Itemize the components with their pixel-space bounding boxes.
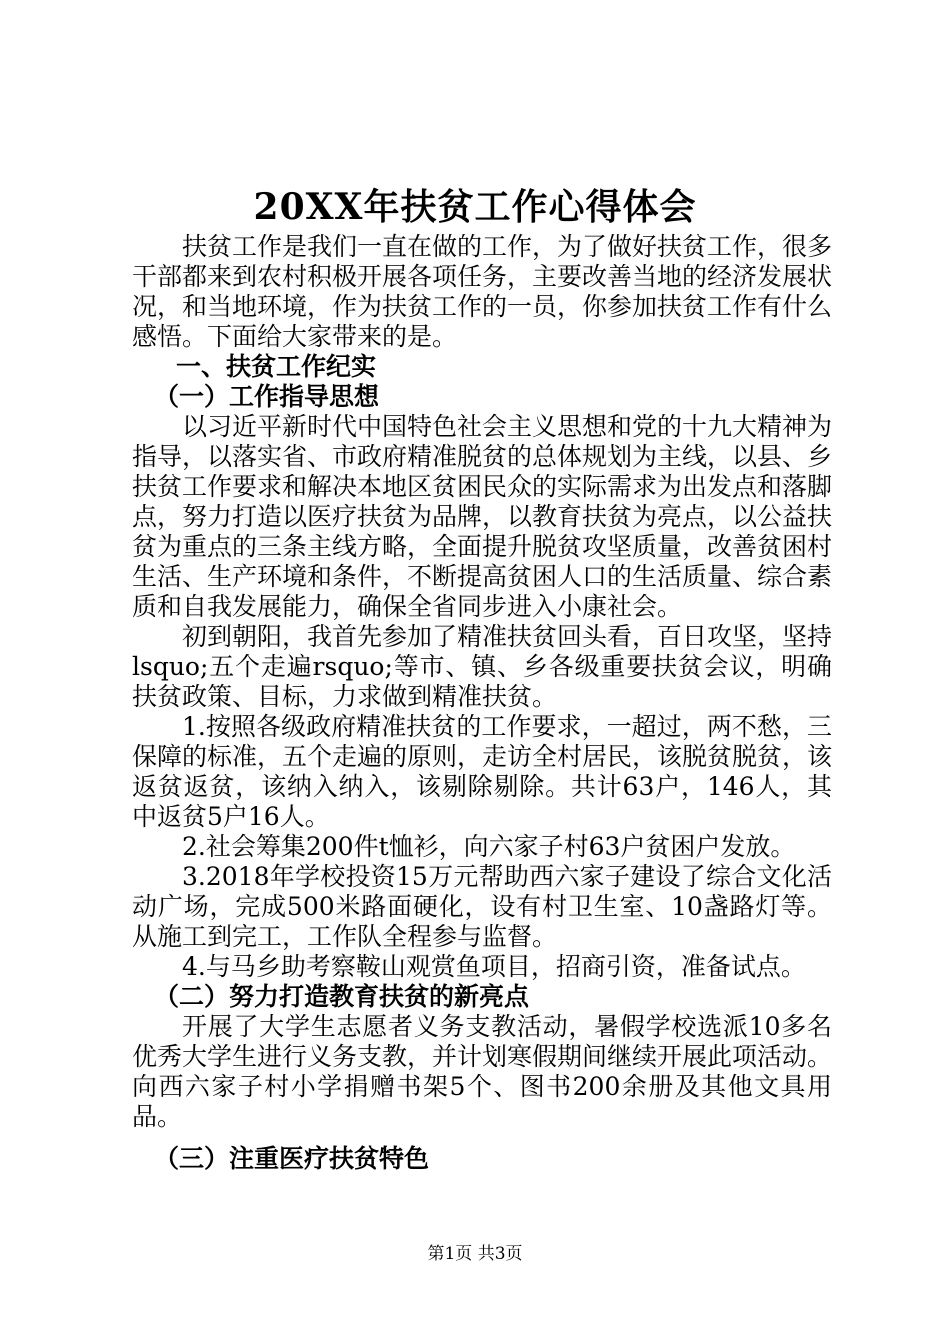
intro-paragraph: 扶贫工作是我们一直在做的工作，为了做好扶贫工作，很多干部都来到农村积极开展各项任务，主要改善当地的经济发展状况，和当地环境，作为扶贫工作的一员，你参加扶贫工作有什么感悟。下面给大家带来的是。 [132, 232, 833, 351]
subsection-heading-3: （三）注重医疗扶贫特色 [154, 1144, 430, 1173]
section-heading-1: 一、扶贫工作纪实 [176, 352, 377, 381]
list-item-1: 1.按照各级政府精准扶贫的工作要求，一超过，两不愁，三保障的标准，五个走遍的原则，走访全村居民，该脱贫脱贫，该返贫返贫，该纳入纳入，该剔除剔除。共计63户，146人，其中返贫5户16人。 [132, 712, 833, 831]
subsection-heading-2: （二）努力打造教育扶贫的新亮点 [154, 982, 530, 1011]
document-body [132, 232, 832, 1174]
list-item-2: 2.社会筹集200件t恤衫，向六家子村63户贫困户发放。 [182, 832, 796, 861]
page-number: 第1页 共3页 [427, 1244, 523, 1264]
arrival-paragraph: 初到朝阳，我首先参加了精准扶贫回头看，百日攻坚，坚持lsquo;五个走遍rsquo;等市、镇、乡各级重要扶贫会议，明确扶贫政策、目标，力求做到精准扶贫。 [132, 622, 833, 711]
education-paragraph: 开展了大学生志愿者义务支教活动，暑假学校选派10多名优秀大学生进行义务支教，并计划寒假期间继续开展此项活动。向西六家子村小学捐赠书架5个、图书200余册及其他文具用品。 [132, 1012, 833, 1131]
subsection-heading-1: （一）工作指导思想 [154, 382, 380, 411]
list-item-3: 3.2018年学校投资15万元帮助西六家子建设了综合文化活动广场，完成500米路面硬化，设有村卫生室、10盏路灯等。从施工到完工，工作队全程参与监督。 [132, 862, 832, 951]
list-item-4: 4.与马乡助考察鞍山观赏鱼项目，招商引资，准备试点。 [182, 952, 806, 981]
document-title: 20XX年扶贫工作心得体会 [253, 186, 697, 228]
guiding-ideology-paragraph: 以习近平新时代中国特色社会主义思想和党的十九大精神为指导，以落实省、市政府精准脱贫的总体规划为主线，以县、乡扶贫工作要求和解决本地区贫困民众的实际需求为出发点和落脚点，努力打造以医疗扶贫为品牌，以教育扶贫为亮点，以公益扶贫为重点的三条主线方略，全面提升脱贫攻坚质量，改善贫困村生活、生产环境和条件，不断提高贫困人口的生活质量、综合素质和自我发展能力，确保全省同步进入小康社会。 [132, 412, 833, 621]
